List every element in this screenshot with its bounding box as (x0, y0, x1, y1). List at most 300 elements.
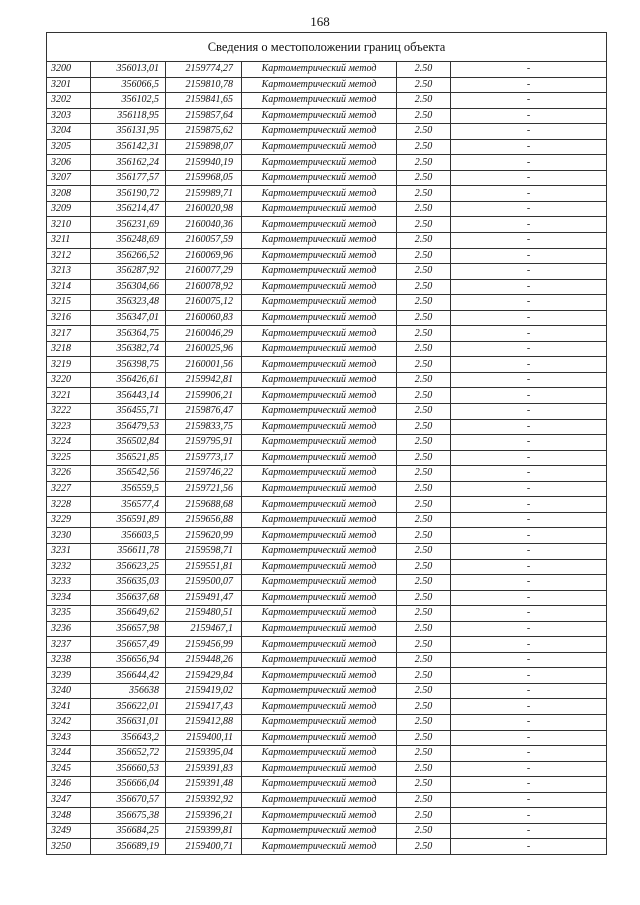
description-cell: - (451, 62, 607, 78)
y-coordinate-cell: 2160069,96 (166, 248, 242, 264)
method-cell: Картометрический метод (242, 279, 397, 295)
table-row (47, 497, 607, 513)
table-row (47, 730, 607, 746)
point-number-cell: 3237 (47, 637, 91, 653)
table-row (47, 450, 607, 466)
description-cell: - (451, 497, 607, 513)
x-coordinate-cell: 356577,4 (91, 497, 166, 513)
x-coordinate-cell: 356622,01 (91, 699, 166, 715)
x-coordinate-cell: 356637,68 (91, 590, 166, 606)
table-row (47, 714, 607, 730)
y-coordinate-cell: 2160060,83 (166, 310, 242, 326)
x-coordinate-cell: 356644,42 (91, 668, 166, 684)
y-coordinate-cell: 2159810,78 (166, 77, 242, 93)
point-number-cell: 3243 (47, 730, 91, 746)
point-number-cell: 3221 (47, 388, 91, 404)
description-cell: - (451, 761, 607, 777)
description-cell: - (451, 233, 607, 249)
precision-cell: 2.50 (397, 575, 451, 591)
point-number-cell: 3203 (47, 108, 91, 124)
precision-cell: 2.50 (397, 372, 451, 388)
precision-cell: 2.50 (397, 186, 451, 202)
description-cell: - (451, 217, 607, 233)
table-row (47, 543, 607, 559)
precision-cell: 2.50 (397, 77, 451, 93)
x-coordinate-cell: 356347,01 (91, 310, 166, 326)
precision-cell: 2.50 (397, 201, 451, 217)
method-cell: Картометрический метод (242, 606, 397, 622)
precision-cell: 2.50 (397, 326, 451, 342)
precision-cell: 2.50 (397, 217, 451, 233)
point-number-cell: 3233 (47, 575, 91, 591)
y-coordinate-cell: 2160046,29 (166, 326, 242, 342)
y-coordinate-cell: 2159875,62 (166, 124, 242, 140)
table-row (47, 590, 607, 606)
description-cell: - (451, 279, 607, 295)
method-cell: Картометрический метод (242, 559, 397, 575)
method-cell: Картометрический метод (242, 435, 397, 451)
y-coordinate-cell: 2159396,21 (166, 808, 242, 824)
description-cell: - (451, 170, 607, 186)
x-coordinate-cell: 356649,62 (91, 606, 166, 622)
table-row (47, 621, 607, 637)
point-number-cell: 3218 (47, 341, 91, 357)
method-cell: Картометрический метод (242, 808, 397, 824)
table-row (47, 512, 607, 528)
y-coordinate-cell: 2159841,65 (166, 93, 242, 109)
method-cell: Картометрический метод (242, 310, 397, 326)
method-cell: Картометрический метод (242, 839, 397, 855)
precision-cell: 2.50 (397, 808, 451, 824)
y-coordinate-cell: 2159400,71 (166, 839, 242, 855)
y-coordinate-cell: 2159598,71 (166, 543, 242, 559)
x-coordinate-cell: 356398,75 (91, 357, 166, 373)
y-coordinate-cell: 2159419,02 (166, 683, 242, 699)
table-row (47, 124, 607, 140)
precision-cell: 2.50 (397, 233, 451, 249)
description-cell: - (451, 404, 607, 420)
description-cell: - (451, 823, 607, 839)
method-cell: Картометрический метод (242, 93, 397, 109)
point-number-cell: 3209 (47, 201, 91, 217)
description-cell: - (451, 714, 607, 730)
x-coordinate-cell: 356455,71 (91, 404, 166, 420)
method-cell: Картометрический метод (242, 248, 397, 264)
method-cell: Картометрический метод (242, 497, 397, 513)
y-coordinate-cell: 2159551,81 (166, 559, 242, 575)
x-coordinate-cell: 356656,94 (91, 652, 166, 668)
x-coordinate-cell: 356066,5 (91, 77, 166, 93)
description-cell: - (451, 295, 607, 311)
method-cell: Картометрический метод (242, 62, 397, 78)
precision-cell: 2.50 (397, 761, 451, 777)
table-row (47, 481, 607, 497)
description-cell: - (451, 543, 607, 559)
method-cell: Картометрический метод (242, 341, 397, 357)
x-coordinate-cell: 356479,53 (91, 419, 166, 435)
method-cell: Картометрический метод (242, 124, 397, 140)
y-coordinate-cell: 2160025,96 (166, 341, 242, 357)
precision-cell: 2.50 (397, 559, 451, 575)
point-number-cell: 3226 (47, 466, 91, 482)
point-number-cell: 3244 (47, 746, 91, 762)
point-number-cell: 3227 (47, 481, 91, 497)
precision-cell: 2.50 (397, 823, 451, 839)
description-cell: - (451, 528, 607, 544)
y-coordinate-cell: 2160078,92 (166, 279, 242, 295)
y-coordinate-cell: 2159392,92 (166, 792, 242, 808)
description-cell: - (451, 512, 607, 528)
method-cell: Картометрический метод (242, 730, 397, 746)
method-cell: Картометрический метод (242, 404, 397, 420)
point-number-cell: 3214 (47, 279, 91, 295)
table-row (47, 233, 607, 249)
method-cell: Картометрический метод (242, 233, 397, 249)
table-row (47, 217, 607, 233)
x-coordinate-cell: 356635,03 (91, 575, 166, 591)
y-coordinate-cell: 2159795,91 (166, 435, 242, 451)
precision-cell: 2.50 (397, 93, 451, 109)
point-number-cell: 3232 (47, 559, 91, 575)
point-number-cell: 3219 (47, 357, 91, 373)
point-number-cell: 3228 (47, 497, 91, 513)
point-number-cell: 3225 (47, 450, 91, 466)
y-coordinate-cell: 2159898,07 (166, 139, 242, 155)
table-row (47, 77, 607, 93)
x-coordinate-cell: 356675,38 (91, 808, 166, 824)
y-coordinate-cell: 2159774,27 (166, 62, 242, 78)
method-cell: Картометрический метод (242, 637, 397, 653)
x-coordinate-cell: 356660,53 (91, 761, 166, 777)
method-cell: Картометрический метод (242, 170, 397, 186)
y-coordinate-cell: 2159620,99 (166, 528, 242, 544)
table-row (47, 170, 607, 186)
description-cell: - (451, 606, 607, 622)
x-coordinate-cell: 356364,75 (91, 326, 166, 342)
description-cell: - (451, 683, 607, 699)
table-row (47, 559, 607, 575)
table-row (47, 839, 607, 855)
x-coordinate-cell: 356287,92 (91, 264, 166, 280)
x-coordinate-cell: 356323,48 (91, 295, 166, 311)
table-row (47, 139, 607, 155)
table-row (47, 435, 607, 451)
x-coordinate-cell: 356502,84 (91, 435, 166, 451)
precision-cell: 2.50 (397, 543, 451, 559)
table-row (47, 746, 607, 762)
method-cell: Картометрический метод (242, 372, 397, 388)
method-cell: Картометрический метод (242, 668, 397, 684)
point-number-cell: 3224 (47, 435, 91, 451)
table-row (47, 668, 607, 684)
table-row (47, 575, 607, 591)
table-row (47, 310, 607, 326)
x-coordinate-cell: 356643,2 (91, 730, 166, 746)
description-cell: - (451, 466, 607, 482)
x-coordinate-cell: 356559,5 (91, 481, 166, 497)
y-coordinate-cell: 2160040,36 (166, 217, 242, 233)
precision-cell: 2.50 (397, 419, 451, 435)
precision-cell: 2.50 (397, 714, 451, 730)
precision-cell: 2.50 (397, 730, 451, 746)
description-cell: - (451, 186, 607, 202)
x-coordinate-cell: 356657,98 (91, 621, 166, 637)
x-coordinate-cell: 356248,69 (91, 233, 166, 249)
table-row (47, 652, 607, 668)
y-coordinate-cell: 2159906,21 (166, 388, 242, 404)
table-row (47, 528, 607, 544)
y-coordinate-cell: 2159656,88 (166, 512, 242, 528)
precision-cell: 2.50 (397, 388, 451, 404)
table-row (47, 248, 607, 264)
method-cell: Картометрический метод (242, 528, 397, 544)
description-cell: - (451, 264, 607, 280)
precision-cell: 2.50 (397, 606, 451, 622)
table-row (47, 201, 607, 217)
precision-cell: 2.50 (397, 652, 451, 668)
table-row (47, 279, 607, 295)
x-coordinate-cell: 356638 (91, 683, 166, 699)
precision-cell: 2.50 (397, 450, 451, 466)
precision-cell: 2.50 (397, 295, 451, 311)
table-row (47, 341, 607, 357)
description-cell: - (451, 93, 607, 109)
precision-cell: 2.50 (397, 466, 451, 482)
point-number-cell: 3223 (47, 419, 91, 435)
precision-cell: 2.50 (397, 404, 451, 420)
table-row (47, 155, 607, 171)
x-coordinate-cell: 356689,19 (91, 839, 166, 855)
y-coordinate-cell: 2160057,59 (166, 233, 242, 249)
point-number-cell: 3247 (47, 792, 91, 808)
point-number-cell: 3246 (47, 777, 91, 793)
y-coordinate-cell: 2160075,12 (166, 295, 242, 311)
y-coordinate-cell: 2159876,47 (166, 404, 242, 420)
precision-cell: 2.50 (397, 62, 451, 78)
y-coordinate-cell: 2159968,05 (166, 170, 242, 186)
table-row (47, 466, 607, 482)
table-title: Сведения о местоположении границ объекта (47, 33, 607, 62)
point-number-cell: 3240 (47, 683, 91, 699)
point-number-cell: 3210 (47, 217, 91, 233)
method-cell: Картометрический метод (242, 155, 397, 171)
precision-cell: 2.50 (397, 637, 451, 653)
y-coordinate-cell: 2159412,88 (166, 714, 242, 730)
table-row (47, 388, 607, 404)
y-coordinate-cell: 2159400,11 (166, 730, 242, 746)
description-cell: - (451, 792, 607, 808)
description-cell: - (451, 155, 607, 171)
point-number-cell: 3239 (47, 668, 91, 684)
x-coordinate-cell: 356214,47 (91, 201, 166, 217)
y-coordinate-cell: 2159391,48 (166, 777, 242, 793)
y-coordinate-cell: 2159942,81 (166, 372, 242, 388)
description-cell: - (451, 808, 607, 824)
method-cell: Картометрический метод (242, 466, 397, 482)
precision-cell: 2.50 (397, 792, 451, 808)
method-cell: Картометрический метод (242, 186, 397, 202)
point-number-cell: 3213 (47, 264, 91, 280)
description-cell: - (451, 839, 607, 855)
y-coordinate-cell: 2159989,71 (166, 186, 242, 202)
precision-cell: 2.50 (397, 124, 451, 140)
x-coordinate-cell: 356666,04 (91, 777, 166, 793)
table-row (47, 404, 607, 420)
description-cell: - (451, 668, 607, 684)
point-number-cell: 3216 (47, 310, 91, 326)
precision-cell: 2.50 (397, 310, 451, 326)
point-number-cell: 3230 (47, 528, 91, 544)
method-cell: Картометрический метод (242, 823, 397, 839)
description-cell: - (451, 341, 607, 357)
method-cell: Картометрический метод (242, 357, 397, 373)
description-cell: - (451, 124, 607, 140)
description-cell: - (451, 419, 607, 435)
method-cell: Картометрический метод (242, 481, 397, 497)
y-coordinate-cell: 2159399,81 (166, 823, 242, 839)
method-cell: Картометрический метод (242, 590, 397, 606)
x-coordinate-cell: 356266,52 (91, 248, 166, 264)
description-cell: - (451, 637, 607, 653)
point-number-cell: 3217 (47, 326, 91, 342)
point-number-cell: 3208 (47, 186, 91, 202)
point-number-cell: 3220 (47, 372, 91, 388)
x-coordinate-cell: 356443,14 (91, 388, 166, 404)
precision-cell: 2.50 (397, 777, 451, 793)
x-coordinate-cell: 356102,5 (91, 93, 166, 109)
boundary-table (46, 32, 607, 855)
precision-cell: 2.50 (397, 621, 451, 637)
x-coordinate-cell: 356521,85 (91, 450, 166, 466)
description-cell: - (451, 108, 607, 124)
y-coordinate-cell: 2159395,04 (166, 746, 242, 762)
x-coordinate-cell: 356382,74 (91, 341, 166, 357)
y-coordinate-cell: 2159500,07 (166, 575, 242, 591)
table-body (47, 62, 607, 855)
table-row (47, 93, 607, 109)
method-cell: Картометрический метод (242, 746, 397, 762)
x-coordinate-cell: 356670,57 (91, 792, 166, 808)
point-number-cell: 3229 (47, 512, 91, 528)
point-number-cell: 3200 (47, 62, 91, 78)
method-cell: Картометрический метод (242, 108, 397, 124)
x-coordinate-cell: 356591,89 (91, 512, 166, 528)
method-cell: Картометрический метод (242, 621, 397, 637)
description-cell: - (451, 777, 607, 793)
point-number-cell: 3201 (47, 77, 91, 93)
page-number: 168 (310, 14, 330, 29)
precision-cell: 2.50 (397, 590, 451, 606)
point-number-cell: 3236 (47, 621, 91, 637)
y-coordinate-cell: 2159480,51 (166, 606, 242, 622)
x-coordinate-cell: 356013,01 (91, 62, 166, 78)
description-cell: - (451, 310, 607, 326)
precision-cell: 2.50 (397, 170, 451, 186)
table-row (47, 808, 607, 824)
description-cell: - (451, 590, 607, 606)
x-coordinate-cell: 356177,57 (91, 170, 166, 186)
point-number-cell: 3231 (47, 543, 91, 559)
y-coordinate-cell: 2159833,75 (166, 419, 242, 435)
table-row (47, 372, 607, 388)
precision-cell: 2.50 (397, 341, 451, 357)
y-coordinate-cell: 2160077,29 (166, 264, 242, 280)
method-cell: Картометрический метод (242, 388, 397, 404)
y-coordinate-cell: 2159429,84 (166, 668, 242, 684)
table-row (47, 823, 607, 839)
description-cell: - (451, 575, 607, 591)
y-coordinate-cell: 2160001,56 (166, 357, 242, 373)
description-cell: - (451, 435, 607, 451)
table-row (47, 264, 607, 280)
table-row (47, 792, 607, 808)
y-coordinate-cell: 2160020,98 (166, 201, 242, 217)
x-coordinate-cell: 356542,56 (91, 466, 166, 482)
precision-cell: 2.50 (397, 528, 451, 544)
point-number-cell: 3202 (47, 93, 91, 109)
description-cell: - (451, 357, 607, 373)
method-cell: Картометрический метод (242, 77, 397, 93)
table-row (47, 326, 607, 342)
point-number-cell: 3250 (47, 839, 91, 855)
x-coordinate-cell: 356684,25 (91, 823, 166, 839)
description-cell: - (451, 450, 607, 466)
method-cell: Картометрический метод (242, 419, 397, 435)
y-coordinate-cell: 2159688,68 (166, 497, 242, 513)
precision-cell: 2.50 (397, 839, 451, 855)
precision-cell: 2.50 (397, 139, 451, 155)
description-cell: - (451, 372, 607, 388)
precision-cell: 2.50 (397, 497, 451, 513)
table-row (47, 295, 607, 311)
table-row (47, 699, 607, 715)
table-row (47, 186, 607, 202)
precision-cell: 2.50 (397, 108, 451, 124)
y-coordinate-cell: 2159491,47 (166, 590, 242, 606)
method-cell: Картометрический метод (242, 652, 397, 668)
method-cell: Картометрический метод (242, 683, 397, 699)
x-coordinate-cell: 356652,72 (91, 746, 166, 762)
y-coordinate-cell: 2159391,83 (166, 761, 242, 777)
y-coordinate-cell: 2159746,22 (166, 466, 242, 482)
method-cell: Картометрический метод (242, 543, 397, 559)
table-row (47, 683, 607, 699)
precision-cell: 2.50 (397, 683, 451, 699)
precision-cell: 2.50 (397, 746, 451, 762)
precision-cell: 2.50 (397, 155, 451, 171)
method-cell: Картометрический метод (242, 761, 397, 777)
x-coordinate-cell: 356131,95 (91, 124, 166, 140)
x-coordinate-cell: 356603,5 (91, 528, 166, 544)
method-cell: Картометрический метод (242, 264, 397, 280)
precision-cell: 2.50 (397, 668, 451, 684)
method-cell: Картометрический метод (242, 792, 397, 808)
precision-cell: 2.50 (397, 264, 451, 280)
method-cell: Картометрический метод (242, 714, 397, 730)
y-coordinate-cell: 2159448,26 (166, 652, 242, 668)
x-coordinate-cell: 356426,61 (91, 372, 166, 388)
method-cell: Картометрический метод (242, 699, 397, 715)
y-coordinate-cell: 2159721,56 (166, 481, 242, 497)
precision-cell: 2.50 (397, 699, 451, 715)
precision-cell: 2.50 (397, 248, 451, 264)
table-row (47, 637, 607, 653)
point-number-cell: 3249 (47, 823, 91, 839)
method-cell: Картометрический метод (242, 201, 397, 217)
x-coordinate-cell: 356623,25 (91, 559, 166, 575)
method-cell: Картометрический метод (242, 326, 397, 342)
description-cell: - (451, 248, 607, 264)
